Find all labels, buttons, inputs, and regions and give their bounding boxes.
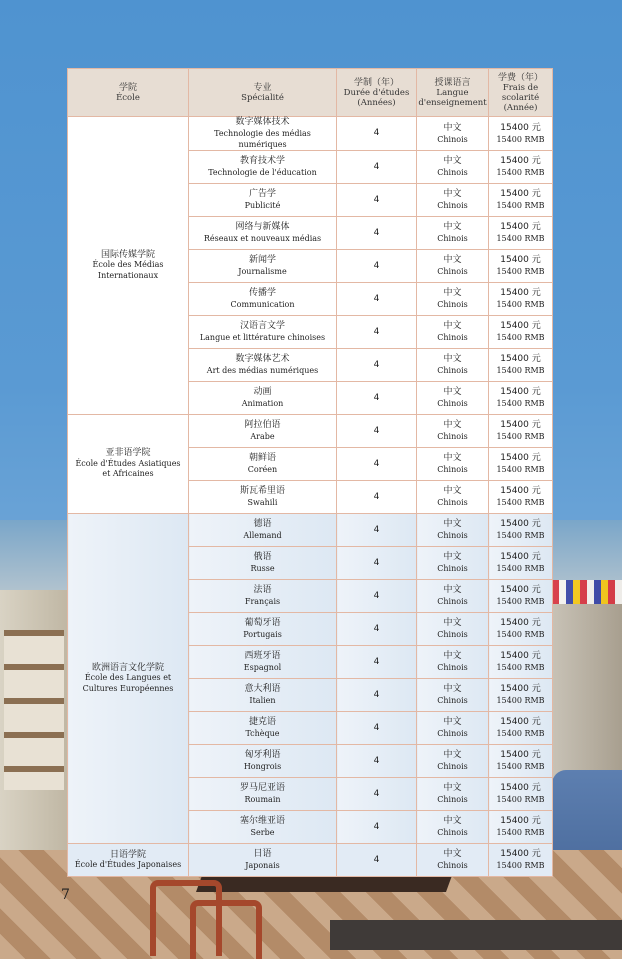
- fee-cell: [489, 547, 553, 580]
- language-zh: 中文: [443, 156, 462, 166]
- language-cell: [417, 844, 489, 877]
- fee-cell: [489, 481, 553, 514]
- language-fr: Chinois: [437, 531, 468, 540]
- language-fr: Chinois: [437, 597, 468, 606]
- fee-fr: 15400 RMB: [496, 729, 545, 738]
- fee-cell: [489, 679, 553, 712]
- duration-cell: 4: [337, 117, 417, 151]
- fee-zh: 15400 元: [500, 420, 541, 430]
- header-major: 专业 Spécialité: [189, 69, 337, 117]
- fee-fr: 15400 RMB: [496, 399, 545, 408]
- language-zh: 中文: [443, 486, 462, 496]
- major-cell: [189, 415, 337, 448]
- major-cell: [189, 712, 337, 745]
- language-zh: 中文: [443, 618, 462, 628]
- language-cell: [417, 712, 489, 745]
- fee-cell: [489, 580, 553, 613]
- fee-zh: 15400 元: [500, 189, 541, 199]
- fee-fr: 15400 RMB: [496, 234, 545, 243]
- major-name-zh: 数字媒体技术: [235, 117, 290, 127]
- language-fr: Chinois: [437, 729, 468, 738]
- fee-fr: 15400 RMB: [496, 432, 545, 441]
- language-cell: [417, 514, 489, 547]
- major-name-fr: Français: [244, 597, 281, 606]
- major-name-zh: 新闻学: [248, 255, 276, 265]
- language-zh: 中文: [443, 255, 462, 265]
- fee-fr: 15400 RMB: [496, 564, 545, 573]
- major-name-zh: 匈牙利语: [244, 750, 281, 760]
- duration-cell: 4: [337, 679, 417, 712]
- fee-cell: [489, 283, 553, 316]
- major-name-zh: 葡萄牙语: [244, 618, 281, 628]
- language-fr: Chinois: [437, 795, 468, 804]
- major-name-zh: 意大利语: [244, 684, 281, 694]
- school-name-cell: [68, 844, 189, 877]
- fee-cell: [489, 316, 553, 349]
- major-name-fr: Publicité: [244, 201, 281, 210]
- language-zh: 中文: [443, 816, 462, 826]
- fee-zh: 15400 元: [500, 156, 541, 166]
- major-name-zh: 阿拉伯语: [244, 420, 281, 430]
- language-zh: 中文: [443, 684, 462, 694]
- major-cell: [189, 117, 337, 151]
- school-name-zh: 亚非语学院: [105, 448, 151, 459]
- major-name-fr: Swahili: [247, 498, 278, 507]
- fee-zh: 15400 元: [500, 750, 541, 760]
- major-name-fr: Tchèque: [245, 729, 280, 738]
- language-cell: [417, 613, 489, 646]
- duration-cell: 4: [337, 481, 417, 514]
- fee-cell: [489, 844, 553, 877]
- language-fr: Chinois: [437, 300, 468, 309]
- major-cell: [189, 745, 337, 778]
- fee-fr: 15400 RMB: [496, 498, 545, 507]
- fee-fr: 15400 RMB: [496, 795, 545, 804]
- fee-zh: 15400 元: [500, 453, 541, 463]
- language-fr: Chinois: [437, 432, 468, 441]
- fee-cell: [489, 217, 553, 250]
- duration-cell: 4: [337, 580, 417, 613]
- duration-cell: 4: [337, 745, 417, 778]
- major-name-zh: 朝鲜语: [248, 453, 276, 463]
- language-zh: 中文: [443, 288, 462, 298]
- language-fr: Chinois: [437, 828, 468, 837]
- school-name-cell: [68, 117, 189, 415]
- language-fr: Chinois: [437, 663, 468, 672]
- school-name-fr: École des Langues et Cultures Européennes: [82, 673, 174, 693]
- duration-cell: 4: [337, 547, 417, 580]
- fee-fr: 15400 RMB: [496, 134, 545, 144]
- language-cell: [417, 547, 489, 580]
- fee-fr: 15400 RMB: [496, 630, 545, 639]
- major-cell: [189, 382, 337, 415]
- fee-zh: 15400 元: [500, 122, 541, 133]
- major-name-zh: 广告学: [248, 189, 276, 199]
- fee-fr: 15400 RMB: [496, 465, 545, 474]
- language-zh: 中文: [443, 354, 462, 364]
- language-zh: 中文: [443, 585, 462, 595]
- fee-cell: [489, 349, 553, 382]
- language-zh: 中文: [443, 321, 462, 331]
- major-cell: [189, 184, 337, 217]
- fee-fr: 15400 RMB: [496, 267, 545, 276]
- duration-cell: 4: [337, 646, 417, 679]
- language-cell: [417, 811, 489, 844]
- major-name-fr: Roumain: [244, 795, 281, 804]
- fee-fr: 15400 RMB: [496, 333, 545, 342]
- fee-zh: 15400 元: [500, 222, 541, 232]
- language-cell: [417, 481, 489, 514]
- major-cell: [189, 613, 337, 646]
- major-name-fr: Coréen: [247, 465, 278, 474]
- duration-cell: 4: [337, 712, 417, 745]
- language-cell: [417, 745, 489, 778]
- fee-zh: 15400 元: [500, 684, 541, 694]
- language-cell: [417, 448, 489, 481]
- language-fr: Chinois: [437, 861, 468, 870]
- language-cell: [417, 679, 489, 712]
- language-fr: Chinois: [437, 366, 468, 375]
- major-name-zh: 数字媒体艺术: [235, 354, 290, 364]
- duration-cell: 4: [337, 349, 417, 382]
- major-name-fr: Animation: [241, 399, 284, 408]
- language-cell: [417, 646, 489, 679]
- major-cell: [189, 646, 337, 679]
- language-fr: Chinois: [437, 762, 468, 771]
- fee-cell: [489, 811, 553, 844]
- fee-fr: 15400 RMB: [496, 861, 545, 870]
- fee-cell: [489, 415, 553, 448]
- major-name-zh: 斯瓦希里语: [239, 486, 285, 496]
- language-cell: [417, 117, 489, 151]
- major-name-fr: Langue et littérature chinoises: [199, 333, 326, 342]
- duration-cell: 4: [337, 151, 417, 184]
- language-cell: [417, 250, 489, 283]
- major-name-zh: 传播学: [248, 288, 276, 298]
- fee-zh: 15400 元: [500, 849, 541, 859]
- major-cell: [189, 283, 337, 316]
- duration-cell: 4: [337, 184, 417, 217]
- school-group-europe: [68, 514, 553, 844]
- fee-zh: 15400 元: [500, 651, 541, 661]
- fee-cell: [489, 184, 553, 217]
- major-name-fr: Allemand: [243, 531, 282, 540]
- language-cell: [417, 184, 489, 217]
- fee-zh: 15400 元: [500, 552, 541, 562]
- language-cell: [417, 778, 489, 811]
- major-name-fr: Japonais: [245, 861, 280, 870]
- language-fr: Chinois: [437, 333, 468, 342]
- language-fr: Chinois: [437, 696, 468, 705]
- major-name-fr: Arabe: [250, 432, 275, 441]
- fee-zh: 15400 元: [500, 354, 541, 364]
- table-header: [68, 69, 553, 117]
- school-name-cell: [68, 514, 189, 844]
- major-name-zh: 罗马尼亚语: [239, 783, 285, 793]
- school-name-zh: 国际传媒学院: [100, 249, 155, 260]
- school-group-asia-africa: [68, 415, 553, 514]
- fee-cell: [489, 448, 553, 481]
- major-name-fr: Technologie de l'éducation: [208, 168, 317, 177]
- major-name-zh: 法语: [253, 585, 272, 595]
- major-cell: [189, 811, 337, 844]
- language-cell: [417, 283, 489, 316]
- school-name-zh: 日语学院: [109, 849, 146, 860]
- major-name-zh: 俄语: [253, 552, 272, 562]
- duration-cell: 4: [337, 448, 417, 481]
- major-name-fr: Portugais: [243, 630, 282, 639]
- language-zh: 中文: [443, 849, 462, 859]
- language-zh: 中文: [443, 552, 462, 562]
- language-fr: Chinois: [437, 234, 468, 243]
- major-name-zh: 日语: [253, 849, 272, 859]
- language-zh: 中文: [443, 783, 462, 793]
- major-name-fr: Italien: [249, 696, 276, 705]
- duration-cell: 4: [337, 613, 417, 646]
- page-number: 7: [61, 887, 70, 903]
- major-name-fr: Réseaux et nouveaux médias: [203, 234, 322, 243]
- duration-cell: 4: [337, 250, 417, 283]
- fee-fr: 15400 RMB: [496, 201, 545, 210]
- fee-fr: 15400 RMB: [496, 663, 545, 672]
- duration-cell: 4: [337, 844, 417, 877]
- major-cell: [189, 844, 337, 877]
- fee-zh: 15400 元: [500, 519, 541, 529]
- language-cell: [417, 382, 489, 415]
- major-name-fr: Hongrois: [243, 762, 282, 771]
- major-name-zh: 汉语言文学: [239, 321, 285, 331]
- major-name-fr: Russe: [250, 564, 275, 573]
- fee-cell: [489, 613, 553, 646]
- language-cell: [417, 415, 489, 448]
- major-cell: [189, 316, 337, 349]
- major-name-zh: 捷克语: [248, 717, 276, 727]
- fee-fr: 15400 RMB: [496, 168, 545, 177]
- language-cell: [417, 349, 489, 382]
- major-name-zh: 教育技术学: [239, 156, 285, 166]
- major-cell: [189, 778, 337, 811]
- fee-zh: 15400 元: [500, 783, 541, 793]
- language-zh: 中文: [443, 651, 462, 661]
- language-cell: [417, 217, 489, 250]
- school-name-fr: École des Médias Internationaux: [92, 260, 164, 280]
- language-fr: Chinois: [437, 630, 468, 639]
- major-name-fr: Technologie des médias numériques: [214, 129, 311, 149]
- duration-cell: 4: [337, 415, 417, 448]
- fee-fr: 15400 RMB: [496, 597, 545, 606]
- language-zh: 中文: [443, 222, 462, 232]
- major-name-fr: Communication: [230, 300, 295, 309]
- header-duration: 学制（年） Durée d'études (Années): [337, 69, 417, 117]
- major-name-fr: Espagnol: [243, 663, 282, 672]
- duration-cell: 4: [337, 283, 417, 316]
- language-zh: 中文: [443, 420, 462, 430]
- fee-cell: [489, 745, 553, 778]
- fee-cell: [489, 778, 553, 811]
- duration-cell: 4: [337, 316, 417, 349]
- duration-cell: 4: [337, 778, 417, 811]
- language-zh: 中文: [443, 717, 462, 727]
- table-row: [68, 514, 553, 547]
- school-name-cell: [68, 415, 189, 514]
- school-group-media: [68, 117, 553, 415]
- major-cell: [189, 580, 337, 613]
- language-fr: Chinois: [437, 267, 468, 276]
- duration-cell: 4: [337, 217, 417, 250]
- major-cell: [189, 448, 337, 481]
- fee-zh: 15400 元: [500, 816, 541, 826]
- fee-fr: 15400 RMB: [496, 531, 545, 540]
- major-cell: [189, 679, 337, 712]
- fee-fr: 15400 RMB: [496, 300, 545, 309]
- major-cell: [189, 250, 337, 283]
- fee-fr: 15400 RMB: [496, 828, 545, 837]
- major-name-zh: 网络与新媒体: [235, 222, 290, 232]
- major-cell: [189, 349, 337, 382]
- language-fr: Chinois: [437, 134, 468, 144]
- major-name-fr: Journalisme: [238, 267, 287, 276]
- fee-cell: [489, 646, 553, 679]
- language-fr: Chinois: [437, 399, 468, 408]
- language-fr: Chinois: [437, 564, 468, 573]
- fee-zh: 15400 元: [500, 387, 541, 397]
- tuition-table: [67, 68, 553, 877]
- language-fr: Chinois: [437, 498, 468, 507]
- language-zh: 中文: [443, 122, 462, 133]
- duration-cell: 4: [337, 382, 417, 415]
- language-fr: Chinois: [437, 201, 468, 210]
- fee-cell: [489, 712, 553, 745]
- language-cell: [417, 316, 489, 349]
- tuition-table-container: [67, 68, 552, 877]
- language-cell: [417, 580, 489, 613]
- major-cell: [189, 514, 337, 547]
- fee-zh: 15400 元: [500, 486, 541, 496]
- table-row: [68, 117, 553, 151]
- major-cell: [189, 547, 337, 580]
- major-cell: [189, 481, 337, 514]
- fee-fr: 15400 RMB: [496, 366, 545, 375]
- header-fee: 学费（年） Frais de scolarité (Année): [489, 69, 553, 117]
- header-language: 授课语言 Langue d'enseignement: [417, 69, 489, 117]
- table-row: [68, 844, 553, 877]
- language-zh: 中文: [443, 519, 462, 529]
- language-zh: 中文: [443, 189, 462, 199]
- fee-zh: 15400 元: [500, 255, 541, 265]
- school-name-fr: École d'Études Asiatiques et Africaines: [75, 458, 181, 479]
- fee-zh: 15400 元: [500, 717, 541, 727]
- fee-zh: 15400 元: [500, 585, 541, 595]
- fee-cell: [489, 151, 553, 184]
- major-name-fr: Serbe: [250, 828, 275, 837]
- fee-cell: [489, 382, 553, 415]
- school-name-fr: École d'Études Japonaises: [74, 860, 182, 869]
- fee-cell: [489, 514, 553, 547]
- major-cell: [189, 151, 337, 184]
- language-zh: 中文: [443, 387, 462, 397]
- school-name-zh: 欧洲语言文化学院: [91, 662, 164, 673]
- table-row: [68, 415, 553, 448]
- fee-zh: 15400 元: [500, 321, 541, 331]
- major-name-zh: 德语: [253, 519, 272, 529]
- fee-fr: 15400 RMB: [496, 696, 545, 705]
- fee-zh: 15400 元: [500, 618, 541, 628]
- language-zh: 中文: [443, 750, 462, 760]
- fee-cell: [489, 117, 553, 151]
- fee-cell: [489, 250, 553, 283]
- major-cell: [189, 217, 337, 250]
- major-name-zh: 塞尔维亚语: [239, 816, 285, 826]
- duration-cell: 4: [337, 811, 417, 844]
- language-zh: 中文: [443, 453, 462, 463]
- major-name-zh: 动画: [253, 387, 272, 397]
- duration-cell: 4: [337, 514, 417, 547]
- language-cell: [417, 151, 489, 184]
- fee-zh: 15400 元: [500, 288, 541, 298]
- major-name-zh: 西班牙语: [244, 651, 281, 661]
- major-name-fr: Art des médias numériques: [206, 366, 319, 375]
- fee-fr: 15400 RMB: [496, 762, 545, 771]
- language-fr: Chinois: [437, 465, 468, 474]
- header-school: 学院 École: [68, 69, 189, 117]
- language-fr: Chinois: [437, 168, 468, 177]
- school-group-japan: [68, 844, 553, 877]
